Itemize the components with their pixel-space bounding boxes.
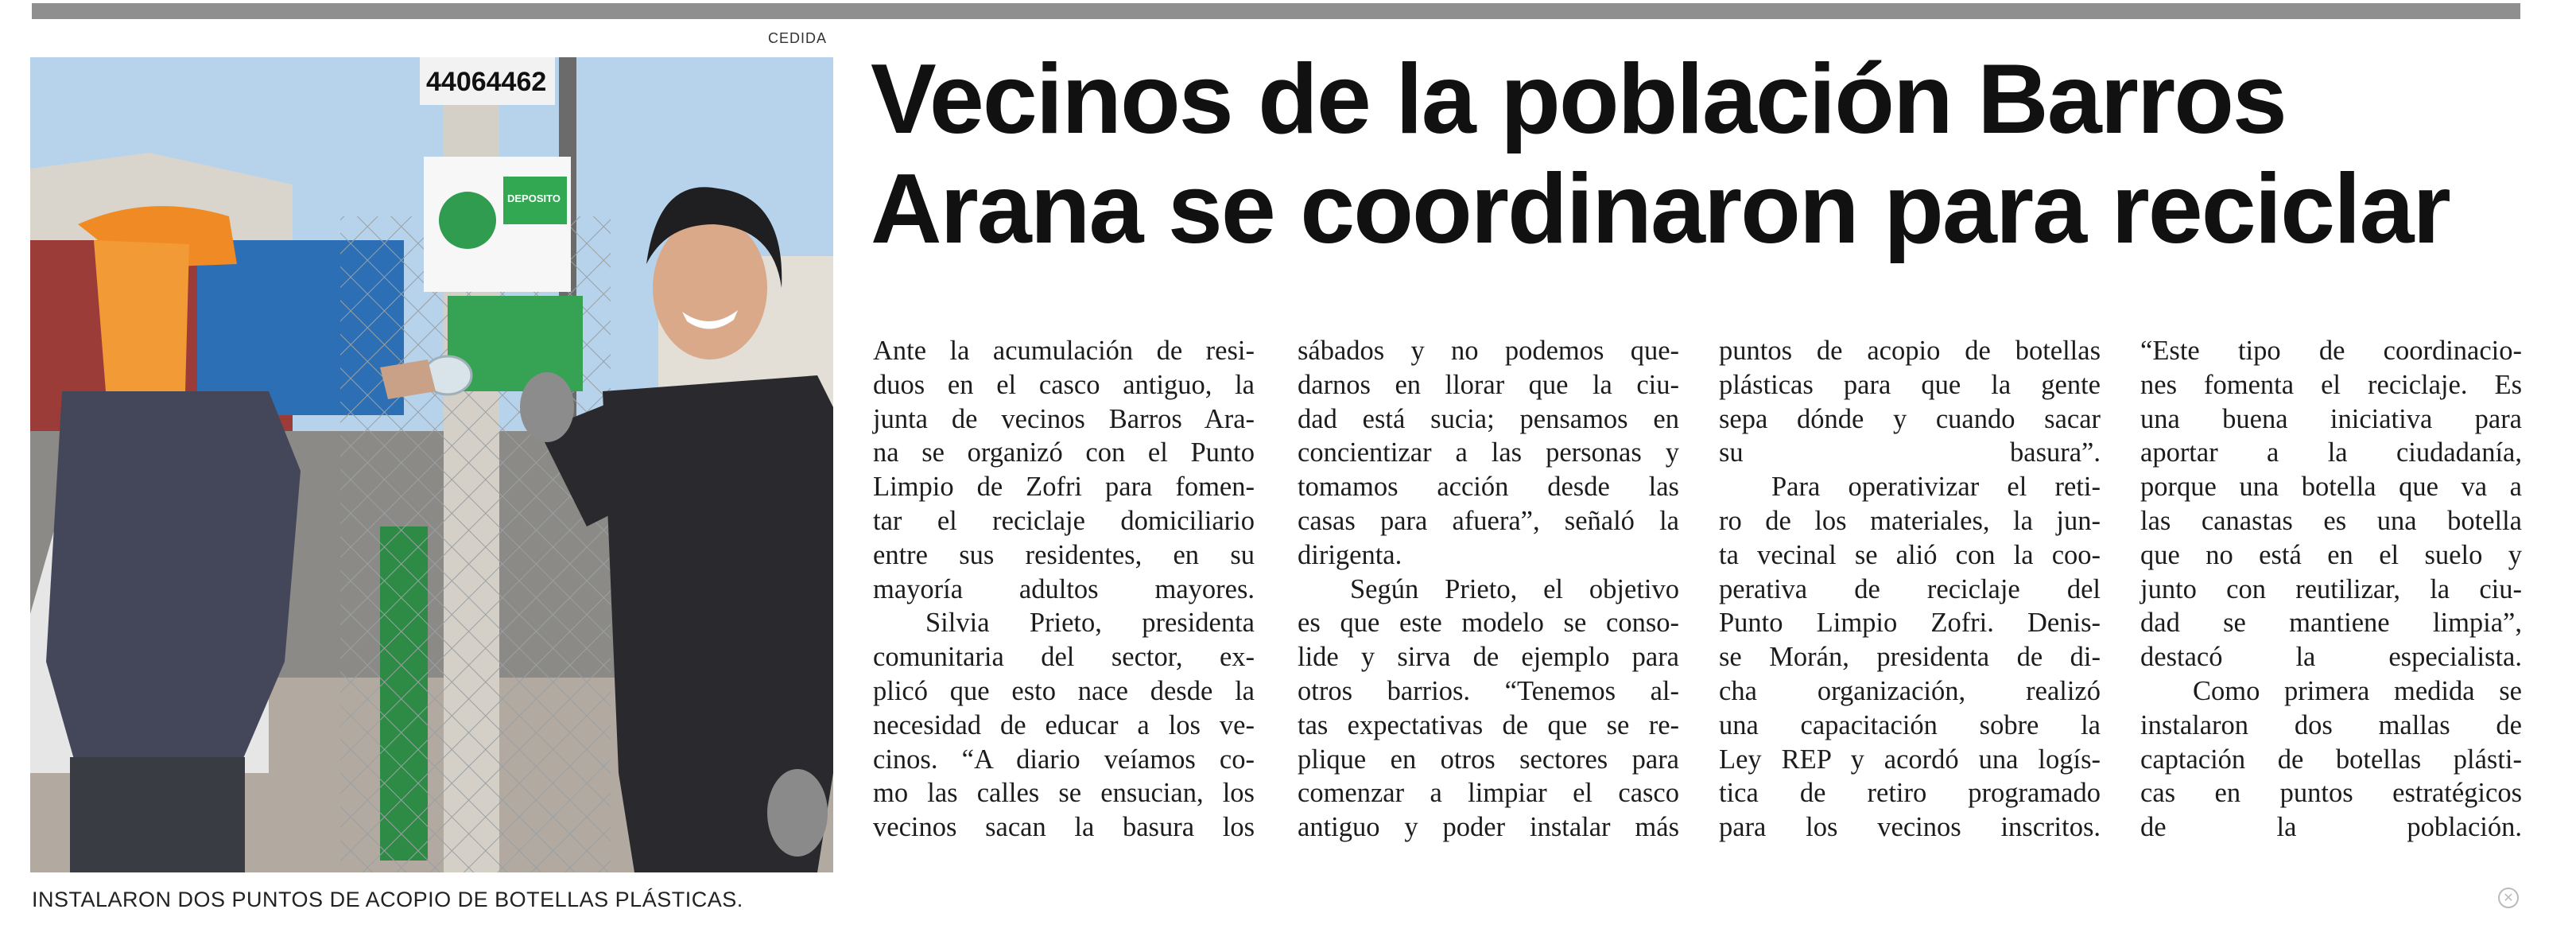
headline-line: Vecinos de la población Barros — [871, 45, 2286, 154]
article-text-line: dirigenta. — [1298, 539, 1402, 570]
article-text-line: una capacitación sobre la — [1719, 709, 2101, 740]
article-text-line: porque una botella que va a — [2140, 472, 2522, 503]
article-text-line: sábados y no podemos que- — [1298, 336, 1679, 366]
article-text-line: instalaron dos mallas de — [2140, 709, 2522, 740]
article-text-line: vecinos sacan la basura los — [873, 812, 1255, 843]
article-text-line: Ante la acumulación de resi- — [873, 336, 1255, 366]
top-rule — [32, 3, 2520, 19]
article-text-line: sepa dónde y cuando sacar — [1719, 403, 2101, 434]
sign-text: DEPOSITO — [507, 192, 561, 204]
article-text-line: otros barrios. “Tenemos al- — [1298, 675, 1679, 706]
article-text-line: casas para afuera”, señaló la — [1298, 505, 1679, 536]
article-text-line: antiguo y poder instalar más — [1298, 812, 1679, 843]
article-text-line: comunitaria del sector, ex- — [873, 642, 1255, 673]
article-text-line: plique en otros sectores para — [1298, 744, 1679, 775]
article-photo — [30, 57, 833, 872]
article-text-line: Como primera medida se — [2193, 675, 2522, 706]
article-text-line: lide y sirva de ejemplo para — [1298, 642, 1679, 673]
article-column-1 — [873, 334, 1255, 845]
article-text-line: tas expectativas de que se re- — [1298, 709, 1679, 740]
article-text-line: puntos de acopio de botellas — [1719, 336, 2101, 366]
article-text-line: “Este tipo de coordinacio- — [2140, 336, 2522, 366]
article-text-line: aportar a la ciudadanía, — [2140, 437, 2522, 468]
article-text-line: una buena iniciativa para — [2140, 403, 2522, 434]
article-text-line: ta vecinal se alió con la coo- — [1719, 539, 2101, 570]
article-text-line: plásticas para que la gente — [1719, 369, 2101, 400]
article-text-line: nes fomenta el reciclaje. Es — [2140, 369, 2522, 400]
article-text-line: ro de los materiales, la jun- — [1719, 505, 2101, 536]
headline-line: Arana se coordinaron para reciclar — [871, 154, 2450, 264]
article-text-line: Silvia Prieto, presidenta — [925, 608, 1255, 639]
article-text-line: destacó la especialista. — [2140, 642, 2522, 673]
article-text-line: es que este modelo se conso- — [1298, 608, 1679, 639]
article-text-line: Ley REP y acordó una logís- — [1719, 744, 2101, 775]
article-text-line: Limpio de Zofri para fomen- — [873, 472, 1255, 503]
article-text-line: cas en puntos estratégicos — [2140, 778, 2522, 809]
article-text-line: na se organizó con el Punto — [873, 437, 1255, 468]
article-text-line: junto con reutilizar, la ciu- — [2140, 573, 2522, 604]
article-text-line: tomamos acción desde las — [1298, 472, 1679, 503]
article-text-line: duos en el casco antiguo, la — [873, 369, 1255, 400]
article-text-line: su basura”. — [1719, 437, 2101, 468]
article-text-line: de la población. — [2140, 812, 2522, 843]
article-text-line: que no está en el suelo y — [2140, 539, 2522, 570]
photo-caption: INSTALARON DOS PUNTOS DE ACOPIO DE BOTELLAS PLÁSTICAS. — [32, 888, 743, 911]
article-text-line: mo las calles se ensucian, los — [873, 778, 1255, 809]
article-text-line: entre sus residentes, en su — [873, 539, 1255, 570]
article-column-2 — [1298, 334, 1679, 845]
article-text-line: necesidad de educar a los ve- — [873, 709, 1255, 740]
end-mark-icon: ✕ — [2498, 888, 2519, 908]
article-text-line: tica de retiro programado — [1719, 778, 2101, 809]
article-column-3 — [1719, 334, 2101, 845]
article-text-line: dad está sucia; pensamos en — [1298, 403, 1679, 434]
article-text-line: se Morán, presidenta de di- — [1719, 642, 2101, 673]
article-text-line: tar el reciclaje domiciliario — [873, 505, 1255, 536]
article-text-line: las canastas es una botella — [2140, 505, 2522, 536]
headline — [871, 45, 2556, 264]
article-text-line: cha organización, realizó — [1719, 675, 2101, 706]
article-text-line: mayoría adultos mayores. — [873, 573, 1255, 604]
article-text-line: cinos. “A diario veíamos co- — [873, 744, 1255, 775]
article-text-line: Punto Limpio Zofri. Denis- — [1719, 608, 2101, 639]
article-column-4 — [2140, 334, 2522, 845]
sign-number: 44064462 — [426, 67, 547, 97]
article-text-line: darnos en llorar que la ciu- — [1298, 369, 1679, 400]
article-text-line: concientizar a las personas y — [1298, 437, 1679, 468]
photo-credit: CEDIDA — [768, 30, 828, 46]
article-text-line: para los vecinos inscritos. — [1719, 812, 2101, 843]
article-text-line: perativa de reciclaje del — [1719, 573, 2101, 604]
article-text-line: comenzar a limpiar el casco — [1298, 778, 1679, 809]
article-text-line: captación de botellas plásti- — [2140, 744, 2522, 775]
article-text-line: Para operativizar el reti- — [1771, 472, 2101, 503]
article-text-line: Según Prieto, el objetivo — [1350, 573, 1679, 604]
article-text-line: plicó que esto nace desde la — [873, 675, 1255, 706]
article-text-line: dad se mantiene limpia”, — [2140, 608, 2522, 639]
article-text-line: junta de vecinos Barros Ara- — [873, 403, 1255, 434]
